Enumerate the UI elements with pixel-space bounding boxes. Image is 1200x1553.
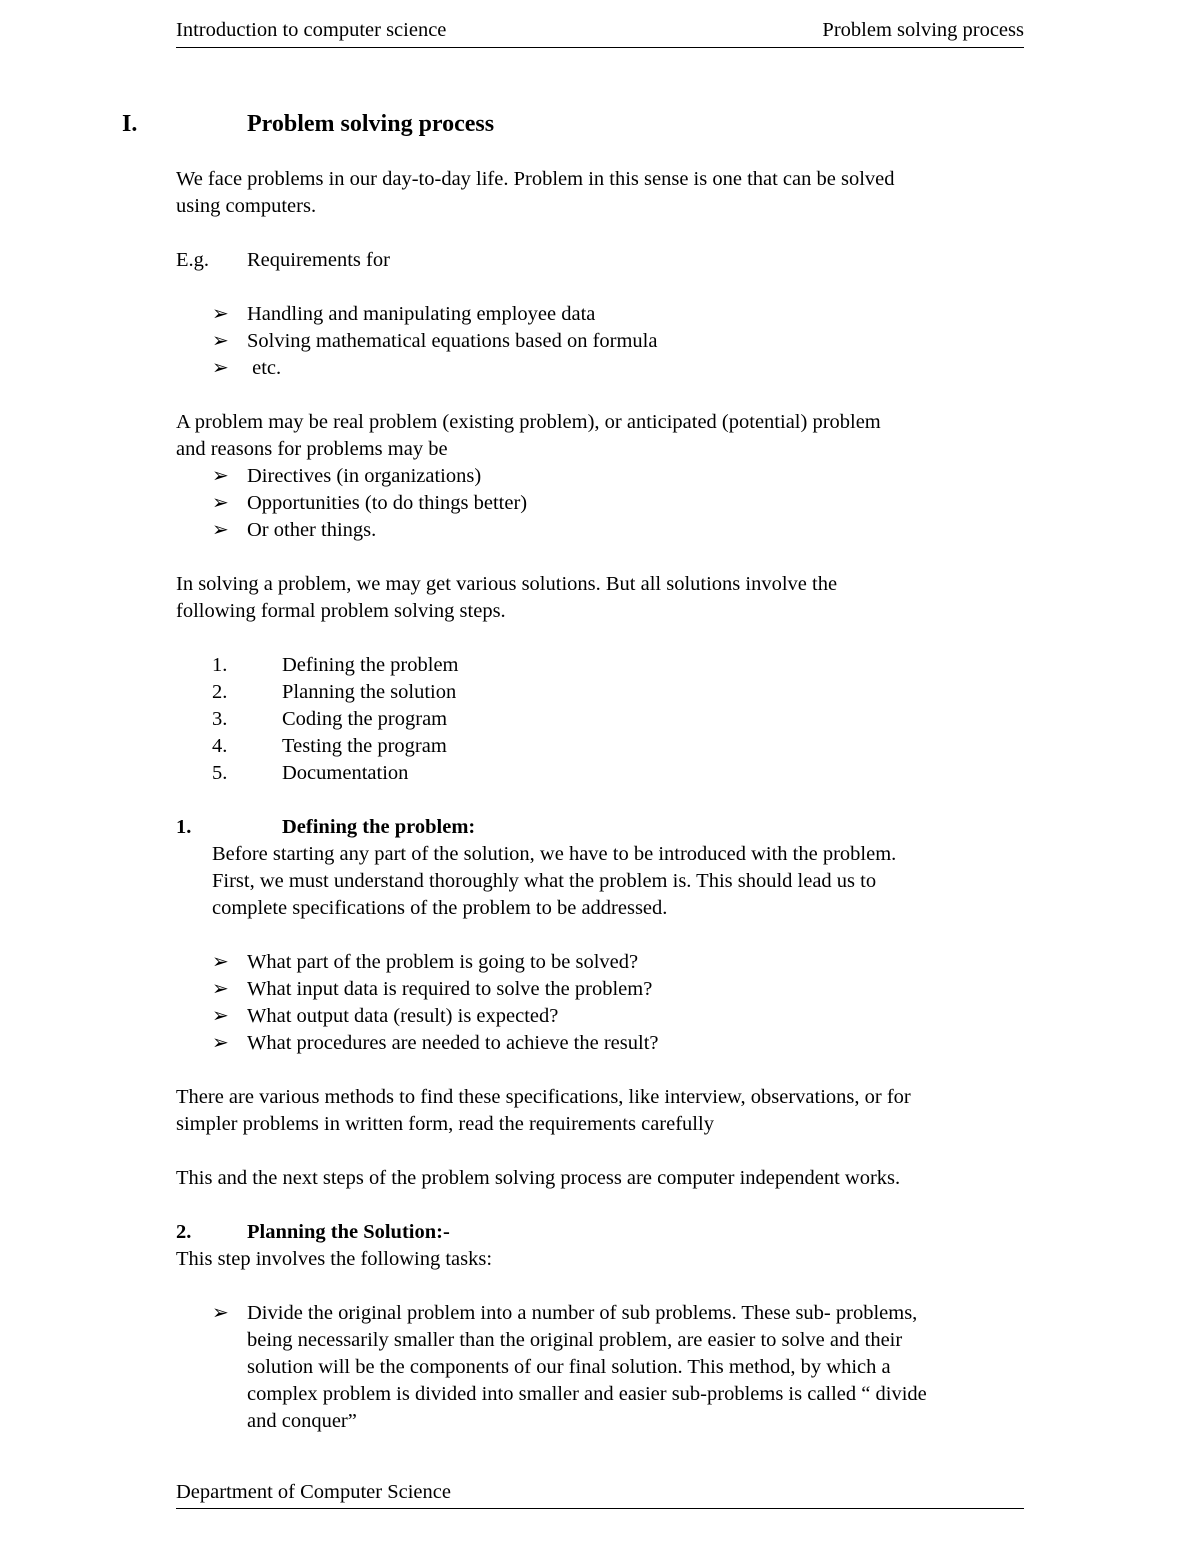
list-item bbox=[0, 949, 1200, 976]
paragraph-line bbox=[0, 895, 1200, 922]
section-title: Problem solving process bbox=[247, 111, 495, 137]
paragraph-line bbox=[0, 436, 1200, 463]
list-item bbox=[0, 1030, 1200, 1057]
list-item-continuation bbox=[0, 1354, 1200, 1381]
example-label: E.g. bbox=[176, 249, 210, 271]
list-item-text: What procedures are needed to achieve the result? bbox=[247, 1032, 659, 1054]
list-item-text: and conquer” bbox=[247, 1410, 357, 1432]
numbered-step bbox=[0, 652, 1200, 679]
arrowhead-bullet-icon: ➢ bbox=[212, 519, 229, 541]
solutions-line-1: In solving a problem, we may get various solutions. But all solutions involve the bbox=[176, 573, 838, 595]
step-label: Testing the program bbox=[282, 735, 447, 757]
numbered-step bbox=[0, 760, 1200, 787]
page-header bbox=[176, 17, 1024, 48]
step-number: 2. bbox=[212, 681, 228, 703]
paragraph-line bbox=[0, 598, 1200, 625]
arrowhead-bullet-icon: ➢ bbox=[212, 951, 229, 973]
paragraph-line bbox=[0, 1246, 1200, 1273]
subsection-number: 1. bbox=[176, 816, 192, 838]
planning-intro: This step involves the following tasks: bbox=[176, 1248, 493, 1270]
step-label: Defining the problem bbox=[282, 654, 459, 676]
subsection-number: 2. bbox=[176, 1221, 192, 1243]
list-item bbox=[0, 301, 1200, 328]
section-heading bbox=[0, 108, 1200, 140]
list-item-text: Opportunities (to do things better) bbox=[247, 492, 528, 514]
list-item bbox=[0, 463, 1200, 490]
list-item-text: being necessarily smaller than the original problem, are easier to solve and their bbox=[247, 1329, 903, 1351]
list-item-text: Handling and manipulating employee data bbox=[247, 303, 596, 325]
numbered-step bbox=[0, 679, 1200, 706]
step-label: Coding the program bbox=[282, 708, 448, 730]
step-number: 1. bbox=[212, 654, 228, 676]
paragraph-line bbox=[0, 868, 1200, 895]
arrowhead-bullet-icon: ➢ bbox=[212, 357, 229, 379]
defining-line-1: Before starting any part of the solution, we have to be introduced with the problem. bbox=[212, 843, 897, 865]
header-left-text: Introduction to computer science bbox=[176, 19, 447, 41]
page-content bbox=[0, 108, 1200, 1435]
paragraph-line bbox=[0, 571, 1200, 598]
arrowhead-bullet-icon: ➢ bbox=[212, 1302, 229, 1324]
intro-line-1: We face problems in our day-to-day life. Problem in this sense is one that can be solved bbox=[176, 168, 895, 190]
paragraph-line bbox=[0, 1111, 1200, 1138]
list-item-text: Divide the original problem into a number of sub problems. These sub- problems, bbox=[247, 1302, 918, 1324]
step-number: 5. bbox=[212, 762, 228, 784]
step-label: Documentation bbox=[282, 762, 409, 784]
list-item bbox=[0, 355, 1200, 382]
problem-types-line-2: and reasons for problems may be bbox=[176, 438, 448, 460]
intro-line-2: using computers. bbox=[176, 195, 317, 217]
solutions-line-2: following formal problem solving steps. bbox=[176, 600, 506, 622]
list-item bbox=[0, 1300, 1200, 1327]
paragraph-line bbox=[0, 1084, 1200, 1111]
list-item bbox=[0, 490, 1200, 517]
list-item-continuation bbox=[0, 1381, 1200, 1408]
list-item-text: etc. bbox=[247, 357, 282, 379]
paragraph-line bbox=[0, 841, 1200, 868]
numbered-step bbox=[0, 733, 1200, 760]
list-item-text: What part of the problem is going to be solved? bbox=[247, 951, 639, 973]
intro-paragraph-line bbox=[0, 193, 1200, 220]
list-item-text: solution will be the components of our final solution. This method, by which a bbox=[247, 1356, 891, 1378]
page-footer bbox=[176, 1479, 1024, 1509]
list-item-continuation bbox=[0, 1327, 1200, 1354]
methods-line-2: simpler problems in written form, read the requirements carefully bbox=[176, 1113, 714, 1135]
arrowhead-bullet-icon: ➢ bbox=[212, 303, 229, 325]
section-numeral: I. bbox=[122, 111, 138, 137]
defining-line-3: complete specifications of the problem to be addressed. bbox=[212, 897, 668, 919]
arrowhead-bullet-icon: ➢ bbox=[212, 978, 229, 1000]
list-item-text: Solving mathematical equations based on formula bbox=[247, 330, 658, 352]
arrowhead-bullet-icon: ➢ bbox=[212, 1005, 229, 1027]
defining-line-2: First, we must understand thoroughly what the problem is. This should lead us to bbox=[212, 870, 877, 892]
arrowhead-bullet-icon: ➢ bbox=[212, 330, 229, 352]
list-item-text: What output data (result) is expected? bbox=[247, 1005, 559, 1027]
methods-line-1: There are various methods to find these specifications, like interview, observations, or for bbox=[176, 1086, 911, 1108]
subsection-heading bbox=[0, 1219, 1200, 1246]
list-item bbox=[0, 517, 1200, 544]
step-label: Planning the solution bbox=[282, 681, 457, 703]
subsection-title: Defining the problem: bbox=[282, 816, 476, 838]
list-item bbox=[0, 1003, 1200, 1030]
subsection-title: Planning the Solution:- bbox=[247, 1221, 450, 1243]
independent-line: This and the next steps of the problem solving process are computer independent works. bbox=[176, 1167, 901, 1189]
step-number: 3. bbox=[212, 708, 228, 730]
step-number: 4. bbox=[212, 735, 228, 757]
intro-paragraph-line bbox=[0, 166, 1200, 193]
list-item-text: complex problem is divided into smaller and easier sub-problems is called “ divide bbox=[247, 1383, 927, 1405]
list-item bbox=[0, 328, 1200, 355]
arrowhead-bullet-icon: ➢ bbox=[212, 492, 229, 514]
problem-types-line-1: A problem may be real problem (existing problem), or anticipated (potential) problem bbox=[176, 411, 881, 433]
list-item-text: Or other things. bbox=[247, 519, 377, 541]
list-item-continuation bbox=[0, 1408, 1200, 1435]
list-item-text: What input data is required to solve the problem? bbox=[247, 978, 653, 1000]
example-text: Requirements for bbox=[247, 249, 390, 271]
arrowhead-bullet-icon: ➢ bbox=[212, 465, 229, 487]
paragraph-line bbox=[0, 1165, 1200, 1192]
numbered-step bbox=[0, 706, 1200, 733]
example-line bbox=[0, 247, 1200, 274]
header-right-text: Problem solving process bbox=[822, 19, 1024, 41]
list-item-text: Directives (in organizations) bbox=[247, 465, 482, 487]
arrowhead-bullet-icon: ➢ bbox=[212, 1032, 229, 1054]
list-item bbox=[0, 976, 1200, 1003]
subsection-heading bbox=[0, 814, 1200, 841]
footer-text: Department of Computer Science bbox=[176, 1481, 451, 1503]
paragraph-line bbox=[0, 409, 1200, 436]
